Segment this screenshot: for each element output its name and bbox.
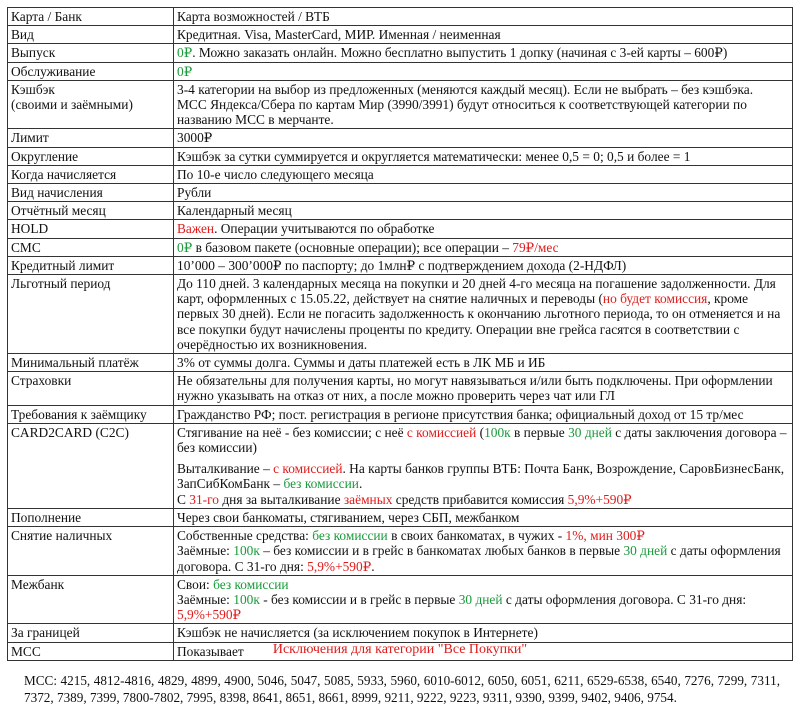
- row-value-type: Кредитная. Visa, MasterCard, МИР. Именная / неименная: [174, 26, 793, 44]
- c2c-fee-day: 31-го: [189, 491, 219, 507]
- cash-own: [177, 528, 789, 543]
- header-right: Карта возможностей / ВТБ: [174, 8, 793, 26]
- c2c-pull-text: Стягивание на неё - без комиссии; с неё: [177, 424, 407, 440]
- c2c-pull-text: с даты заключения договора – без комиссии): [177, 424, 787, 456]
- table-row: [8, 372, 793, 405]
- table-row: [8, 624, 793, 642]
- row-label-hold: HOLD: [8, 220, 174, 238]
- table-row: [8, 26, 793, 44]
- cash-loan-fee: 5,9%+590₽: [307, 558, 372, 574]
- c2c-push-text: Выталкивание –: [177, 461, 274, 477]
- row-label-cash: Снятие наличных: [8, 527, 174, 576]
- row-label-rounding: Округление: [8, 147, 174, 165]
- cashback-label-sub: (своими и заёмными): [11, 97, 133, 113]
- row-value-rounding: Кэшбэк за сутки суммируется и округляется математически: менее 0,5 = 0; 0,5 и более = 1: [174, 147, 793, 165]
- row-value-credit-limit: 10’000 – 300’000₽ по паспорту; до 1млн₽ с подтверждением дохода (2-НДФЛ): [174, 256, 793, 274]
- table-row: [8, 527, 793, 576]
- interbank-loan-text: с даты оформления договора. С 31-го дня:: [502, 591, 747, 607]
- interbank-loan: [177, 592, 789, 622]
- row-value-issue: [174, 44, 793, 62]
- exceptions-title: Исключения для категории "Все Покупки": [272, 642, 528, 657]
- row-label-insurance: Страховки: [8, 372, 174, 405]
- row-value-accrual-when: По 10-е число следующего месяца: [174, 165, 793, 183]
- cash-own-fee: 1%, мин 300₽: [565, 528, 645, 544]
- row-label-interbank: Межбанк: [8, 575, 174, 624]
- row-value-report-month: Календарный месяц: [174, 202, 793, 220]
- cash-loan-text: – без комиссии и в грейс в банкоматах любых банков в первые: [259, 543, 624, 559]
- table-row: [8, 256, 793, 274]
- cashback-label: Кэшбэк: [11, 81, 55, 97]
- table-row: [8, 8, 793, 26]
- row-value-grace: [174, 275, 793, 354]
- interbank-loan-days: 30 дней: [458, 591, 503, 607]
- c2c-pull: [177, 425, 789, 455]
- table-row: [8, 354, 793, 372]
- cashback-line-1: 3-4 категории на выбор из предложенных (меняются каждый месяц). Если не выбрать – без кэшбэка.: [177, 81, 754, 97]
- c2c-fee-text: С: [177, 491, 190, 507]
- row-label-cashback: [8, 80, 174, 129]
- table-row: [8, 508, 793, 526]
- c2c-push-fee: с комиссией: [273, 461, 343, 477]
- interbank-loan-text: - без комиссии и в грейс в первые: [259, 591, 459, 607]
- cash-loan-amount: 100к: [233, 543, 260, 559]
- c2c-push-free: без комиссии: [283, 476, 359, 492]
- sms-text: в базовом пакете (основные операции); все операции –: [192, 239, 513, 255]
- c2c-pull-fee: с комиссией: [406, 424, 477, 440]
- cash-own-free: без комиссии: [312, 528, 388, 544]
- table-row: [8, 202, 793, 220]
- hold-text: . Операции учитываются по обработке: [214, 221, 435, 237]
- table-row: [8, 129, 793, 147]
- c2c-push-text: . На карты банков группы ВТБ: Почта Банк, Возрождение, СаровБизнесБанк, ЗапСибКомБанк –: [177, 461, 785, 492]
- table-row: [8, 423, 793, 508]
- table-row: [8, 405, 793, 423]
- hold-important: Важен: [177, 221, 215, 237]
- sms-paid: 79₽/мес: [512, 239, 559, 255]
- row-value-mcc: Показывает: [174, 642, 793, 660]
- issue-text: . Можно заказать онлайн. Можно бесплатно выпустить 1 допку (начиная с 3-ей карты – 600₽): [192, 45, 728, 61]
- c2c-pull-days: 30 дней: [568, 424, 612, 440]
- interbank-own-text: Свои:: [177, 576, 214, 592]
- sms-price: 0₽: [177, 239, 193, 255]
- interbank-loan-fee: 5,9%+590₽: [177, 607, 242, 623]
- row-label-type: Вид: [8, 26, 174, 44]
- interbank-loan-text: Заёмные:: [177, 591, 234, 607]
- row-label-requirements: Требования к заёмщику: [8, 405, 174, 423]
- cash-own-text: в своих банкоматах, в чужих -: [387, 528, 566, 544]
- c2c-fee-text: дня за выталкивание: [219, 491, 344, 507]
- cash-loan-days: 30 дней: [623, 543, 668, 559]
- c2c-push-text: .: [358, 476, 363, 492]
- c2c-fee-borrowed: заёмных: [343, 491, 393, 507]
- row-label-topup: Пополнение: [8, 508, 174, 526]
- exceptions-mcc-codes: MCC: 4215, 4812-4816, 4829, 4899, 4900, 5046, 5047, 5085, 5933, 5960, 6010-6012, 6050, 6051, 6211, 6529-6538, 6540, 7276, 7299, 7311, 7372, 7389, 7399, 7800-7802, 7995, 8398, 8641, 8651, 8661, 8999, 9211, 9222, 9223, 9311, 9390, 9399, 9402, 9406, 9754.: [24, 673, 780, 705]
- row-value-cash: [174, 527, 793, 576]
- row-value-abroad: Кэшбэк не начисляется (за исключением покупок в Интернете): [174, 624, 793, 642]
- row-label-accrual-type: Вид начисления: [8, 184, 174, 202]
- table-row: [8, 220, 793, 238]
- row-label-grace: Льготный период: [8, 275, 174, 354]
- row-label-limit: Лимит: [8, 129, 174, 147]
- row-label-credit-limit: Кредитный лимит: [8, 256, 174, 274]
- c2c-pull-text: в первые: [510, 424, 569, 440]
- table-row: [8, 275, 793, 354]
- c2c-fee-rate: 5,9%+590₽: [567, 491, 632, 507]
- service-price: 0₽: [177, 63, 193, 79]
- row-value-insurance: Не обязательны для получения карты, но могут навязываться и/или быть подключены. При оформлении нужно указывать на отказ от них, а после можно проверить через чат или ГЛ: [174, 372, 793, 405]
- interbank-loan-amount: 100к: [233, 591, 260, 607]
- row-value-accrual-type: Рубли: [174, 184, 793, 202]
- row-value-service: [174, 62, 793, 80]
- table-row: [8, 44, 793, 62]
- cash-loan-text: Заёмные:: [177, 543, 234, 559]
- row-value-limit: 3000₽: [174, 129, 793, 147]
- row-label-report-month: Отчётный месяц: [8, 202, 174, 220]
- interbank-own: [177, 577, 789, 592]
- row-value-cashback: [174, 80, 793, 129]
- table-row: [8, 575, 793, 624]
- grace-text-2: , кроме первых 30 дней). Если не погасить задолженность к окончанию льготного периода, то он отменяется и на все покупки будут начислены проценты по кредиту. Операции вне грейса гасятся в соответствии с очерёдностью их возникновения.: [177, 291, 781, 352]
- table-row: [8, 62, 793, 80]
- c2c-pull-amount: 100к: [484, 424, 511, 440]
- grace-text-1: До 110 дней. 3 календарных месяца на покупки и 20 дней 4-го месяца на погашение задолженности. Для карт, оформленных с 15.05.22, действует на снятие наличных и переводы (: [177, 276, 776, 307]
- row-label-service: Обслуживание: [8, 62, 174, 80]
- grace-red: но будет комиссия: [602, 291, 708, 307]
- table-row: [8, 165, 793, 183]
- row-value-requirements: Гражданство РФ; пост. регистрация в регионе присутствия банка; официальный доход от 15 тр/мес: [174, 405, 793, 423]
- row-label-mcc: MCC: [8, 642, 174, 660]
- c2c-fee: [177, 492, 789, 507]
- issue-price: 0₽: [177, 45, 193, 61]
- row-label-min-payment: Минимальный платёж: [8, 354, 174, 372]
- cash-own-text: Собственные средства:: [177, 528, 313, 544]
- row-value-topup: Через свои банкоматы, стягиванием, через СБП, межбанком: [174, 508, 793, 526]
- card-comparison-table: [7, 7, 793, 661]
- row-label-sms: СМС: [8, 238, 174, 256]
- row-value-c2c: [174, 423, 793, 508]
- cash-loan-text: .: [371, 558, 375, 574]
- table-row: [8, 184, 793, 202]
- table-row: [8, 238, 793, 256]
- header-left: Карта / Банк: [8, 8, 174, 26]
- row-label-accrual-when: Когда начисляется: [8, 165, 174, 183]
- cashback-line-2: MCC Яндекса/Сбера по картам Мир (3990/3991) будут относиться к соответствующей категории по названию MCC в мерчанте.: [177, 97, 747, 128]
- row-label-c2c: CARD2CARD (C2C): [8, 423, 174, 508]
- row-label-abroad: За границей: [8, 624, 174, 642]
- c2c-pull-text: (: [476, 424, 485, 440]
- row-value-hold: [174, 220, 793, 238]
- c2c-fee-text: средств прибавится комиссия: [392, 491, 568, 507]
- table-row: [8, 80, 793, 129]
- row-value-sms: [174, 238, 793, 256]
- row-value-min-payment: 3% от суммы долга. Суммы и даты платежей есть в ЛК МБ и ИБ: [174, 354, 793, 372]
- table-row: [8, 147, 793, 165]
- interbank-own-free: без комиссии: [213, 576, 289, 592]
- c2c-push: [177, 461, 789, 491]
- row-label-issue: Выпуск: [8, 44, 174, 62]
- row-value-interbank: [174, 575, 793, 624]
- cash-loan: [177, 543, 789, 573]
- cash-loan-text: с даты оформления договора. С 31-го дня:: [177, 543, 781, 574]
